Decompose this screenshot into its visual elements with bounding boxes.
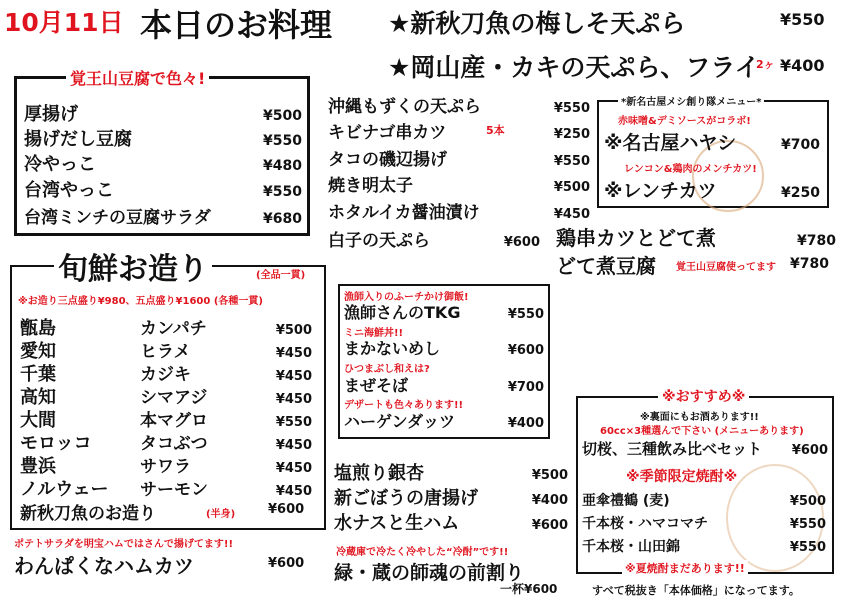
recommend-sub2: 60cc×3種選んで下さい (メニューあります) xyxy=(600,426,804,437)
doteni-tofu-name: どて煮豆腐 xyxy=(556,254,656,278)
shochu-price: 一杯¥600 xyxy=(500,582,558,596)
menu-item: 切桜、三種飲み比べセット ¥600 xyxy=(582,440,828,458)
doteni-tofu-note: 覚王山豆腐使ってます xyxy=(676,262,776,273)
sashimi-note: ※お造り三点盛り¥980、五点盛り¥1600 (各種一貫) xyxy=(18,296,263,307)
menu-item: 水ナスと生ハム ¥600 xyxy=(334,513,568,534)
menu-item: 亜傘禮鶴 (麦) ¥500 xyxy=(582,493,826,509)
origin-label: モロッコ xyxy=(20,433,92,454)
footer-note: すべて税抜き「本体価格」になってます。 xyxy=(592,584,800,597)
nagoya-heading: *新名古屋メシ創り隊メニュー* xyxy=(618,93,764,108)
menu-item: キビナゴ串カツ ¥250 xyxy=(328,123,590,143)
menu-item: まぜそば ¥700 xyxy=(344,376,544,395)
recommend-sub1: ※裏面にもお酒あります!! xyxy=(640,412,759,423)
origin-label: 甑島 xyxy=(20,318,56,339)
menu-item: ※名古屋ハヤシ ¥700 xyxy=(604,132,820,154)
menu-item: ※レンチカツ ¥250 xyxy=(604,180,820,202)
menu-item: タコぶつ ¥450 xyxy=(140,434,312,454)
rice-heading: 漁師入りのふーチかけ御飯! xyxy=(344,292,469,303)
sanma-sashimi-price: ¥600 xyxy=(268,502,305,517)
menu-item: まかないめし ¥600 xyxy=(344,339,544,358)
recommend-heading: ※おすすめ※ xyxy=(658,386,749,406)
special2-note: 2ヶ xyxy=(756,58,775,71)
menu-item: カンパチ ¥500 xyxy=(140,319,312,339)
origin-label: 高知 xyxy=(20,387,56,408)
sashimi-heading: 旬鮮お造り xyxy=(54,244,212,288)
rice-note2: ミニ海鮮丼!! xyxy=(344,328,404,339)
menu-item: 本マグロ ¥550 xyxy=(140,411,312,431)
origin-label: 豊浜 xyxy=(20,456,56,477)
menu-item: サワラ ¥450 xyxy=(140,457,312,477)
menu-item: タコの磯辺揚げ ¥550 xyxy=(328,150,590,170)
menu-item: 漁師さんのTKG ¥550 xyxy=(344,303,544,322)
ham-price: ¥600 xyxy=(268,556,305,571)
menu-item: 焼き明太子 ¥500 xyxy=(328,176,590,196)
season-heading: ※季節限定焼酎※ xyxy=(626,469,738,485)
nagoya-sub1: 赤味噌&デミソースがコラボ! xyxy=(618,116,751,127)
special2-name: ★岡山産・カキの天ぷら、フライ xyxy=(388,53,760,82)
sashimi-heading-note: (全品一貫) xyxy=(256,270,306,281)
menu-item: 揚げだし豆腐 ¥550 xyxy=(24,129,302,150)
sanma-sashimi-note: (半身) xyxy=(206,509,236,520)
item-note: 5本 xyxy=(486,124,505,137)
origin-label: 千葉 xyxy=(20,364,56,385)
menu-item: ハーゲンダッツ ¥400 xyxy=(344,412,544,431)
menu-item: シマアジ ¥450 xyxy=(140,388,312,408)
menu-item: 沖縄もずくの天ぷら ¥550 xyxy=(328,97,590,117)
menu-item: 白子の天ぷら ¥600 xyxy=(328,231,540,251)
menu-item: サーモン ¥450 xyxy=(140,480,312,500)
rice-note3: ひつまぶし和えは? xyxy=(344,364,430,375)
origin-label: 大間 xyxy=(20,410,56,431)
shochu-note: 冷蔵庫で冷たく冷やした“冷酎”です!! xyxy=(336,547,509,558)
special1-price: ¥550 xyxy=(780,10,825,29)
nagoya-sub2: レンコン&鶏肉のメンチカツ! xyxy=(624,164,757,175)
rice-note4: デザートも色々あります!! xyxy=(344,400,464,411)
page-title: 本日のお料理 xyxy=(140,6,333,44)
date: 10月11日 xyxy=(4,8,124,37)
origin-label: ノルウェー xyxy=(20,479,109,500)
menu-item: 台湾やっこ ¥550 xyxy=(24,180,302,201)
origin-label: 愛知 xyxy=(20,341,56,362)
menu-item: 新ごぼうの唐揚げ ¥400 xyxy=(334,488,568,509)
menu-item: 塩煎り銀杏 ¥500 xyxy=(334,463,568,484)
menu-item: 厚揚げ ¥500 xyxy=(24,104,302,125)
menu-item: カジキ ¥450 xyxy=(140,365,312,385)
menu-item: 冷やっこ ¥480 xyxy=(24,154,302,175)
menu-item: ヒラメ ¥450 xyxy=(140,342,312,362)
sanma-sashimi-name: 新秋刀魚のお造り xyxy=(20,504,156,524)
menu-item: 千本桜・山田錦 ¥550 xyxy=(582,539,826,555)
shochu-name: 緑・蔵の師魂の前割り xyxy=(334,562,525,584)
special1-name: ★新秋刀魚の梅しそ天ぷら xyxy=(388,9,686,38)
ham-note: ポテトサラダを明宝ハムではさんで揚げてます!! xyxy=(14,539,234,550)
doteni-tofu-price: ¥780 xyxy=(790,256,829,272)
menu-item: ホタルイカ醤油漬け ¥450 xyxy=(328,203,590,223)
special2-price: ¥400 xyxy=(780,56,825,75)
ham-name: わんぱくなハムカツ xyxy=(14,554,194,578)
menu-item: 台湾ミンチの豆腐サラダ ¥680 xyxy=(24,208,302,228)
menu-item: 千本桜・ハマコマチ ¥550 xyxy=(582,516,826,532)
summer-note: ※夏焼酎まだあります!! xyxy=(622,560,748,576)
tofu-heading: 覚王山豆腐で色々! xyxy=(66,66,209,89)
menu-item: 鶏串カツとどて煮 ¥780 xyxy=(556,226,836,250)
